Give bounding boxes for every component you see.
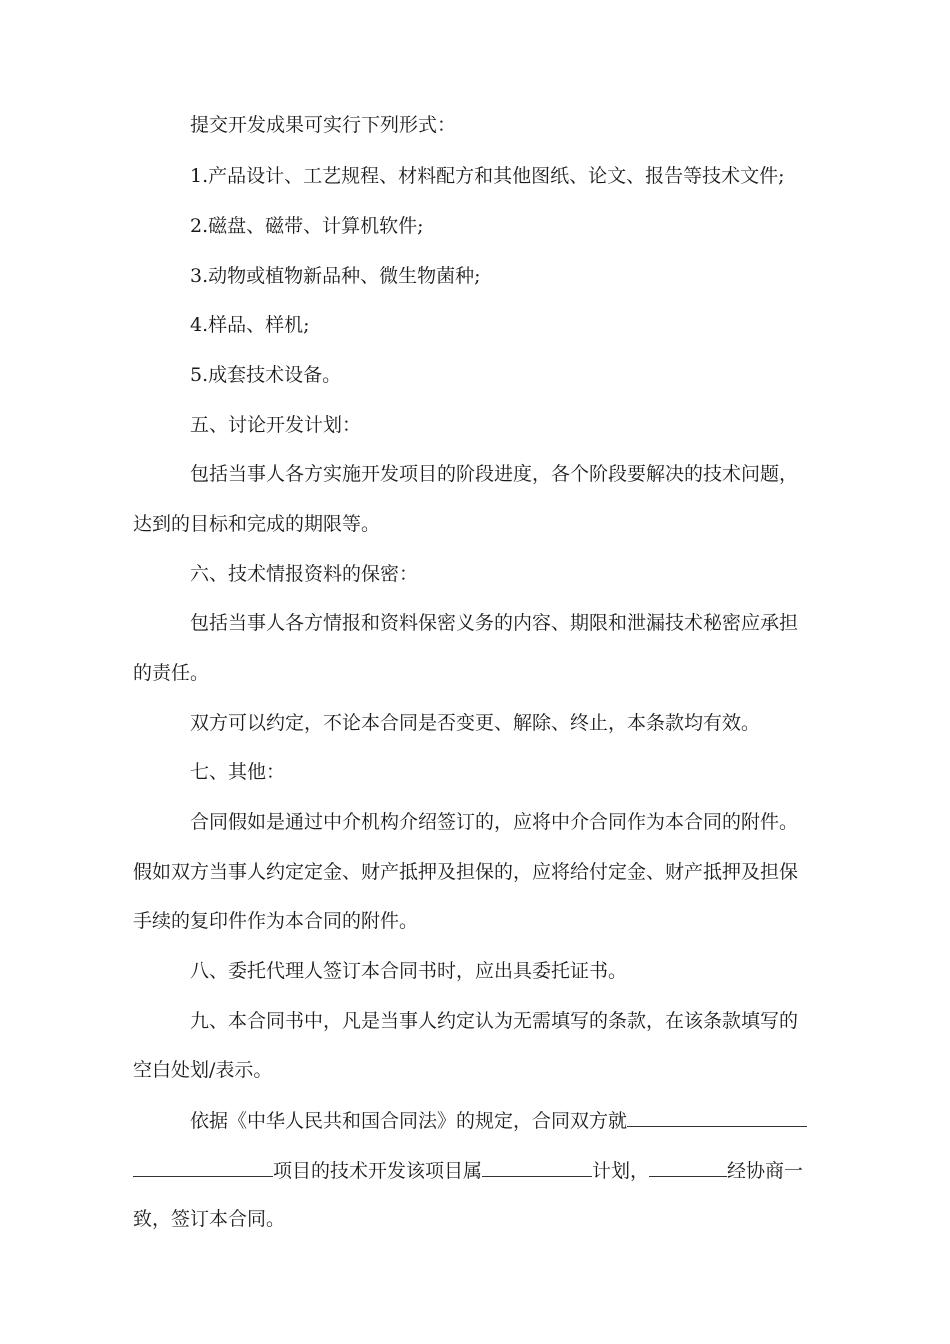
final-paragraph-line-1: [190, 1108, 807, 1133]
paragraph-text: 经协商一: [727, 1160, 804, 1182]
blank-field[interactable]: [627, 1108, 807, 1127]
list-item: 3.动物或植物新品种、微生物菌种;: [190, 265, 481, 287]
paragraph-line: 空白处划/表示。: [133, 1059, 273, 1081]
list-item: 2.磁盘、磁带、计算机软件;: [190, 215, 424, 237]
section-heading: 八、委托代理人签订本合同书时，应出具委托证书。: [190, 960, 628, 982]
list-item: 5.成套技术设备。: [190, 364, 342, 386]
paragraph-line: 手续的复印件作为本合同的附件。: [133, 910, 419, 932]
section-heading: 五、讨论开发计划：: [190, 414, 362, 436]
section-heading: 九、本合同书中，凡是当事人约定认为无需填写的条款，在该条款填写的: [190, 1010, 799, 1032]
section-heading: 七、其他：: [190, 761, 286, 783]
blank-field[interactable]: [133, 1158, 273, 1177]
paragraph-line: 包括当事人各方情报和资料保密义务的内容、期限和泄漏技术秘密应承担: [190, 612, 799, 634]
paragraph-text: 计划，: [592, 1160, 650, 1182]
paragraph-text: 项目的技术开发该项目属: [273, 1160, 483, 1182]
section-heading: 六、技术情报资料的保密：: [190, 563, 419, 585]
paragraph-line: 合同假如是通过中介机构介绍签订的，应将中介合同作为本合同的附件。: [190, 811, 799, 833]
paragraph-text: 依据《中华人民共和国合同法》的规定，合同双方就: [190, 1110, 628, 1132]
paragraph-line: 包括当事人各方实施开发项目的阶段进度，各个阶段要解决的技术问题，: [190, 463, 799, 485]
paragraph-line: 双方可以约定，不论本合同是否变更、解除、终止，本条款均有效。: [190, 712, 761, 734]
blank-field[interactable]: [649, 1158, 727, 1177]
paragraph-line: 达到的目标和完成的期限等。: [133, 513, 381, 535]
blank-field[interactable]: [482, 1158, 592, 1177]
final-paragraph-line-2: [133, 1158, 803, 1183]
paragraph-line: 的责任。: [133, 662, 210, 684]
list-item: 4.样品、样机;: [190, 314, 310, 336]
list-item: 1.产品设计、工艺规程、材料配方和其他图纸、论文、报告等技术文件;: [190, 165, 785, 187]
paragraph-line: 提交开发成果可实行下列形式：: [190, 114, 457, 136]
paragraph-line: 假如双方当事人约定定金、财产抵押及担保的，应将给付定金、财产抵押及担保: [133, 861, 799, 883]
paragraph-line: 致，签订本合同。: [133, 1208, 286, 1230]
